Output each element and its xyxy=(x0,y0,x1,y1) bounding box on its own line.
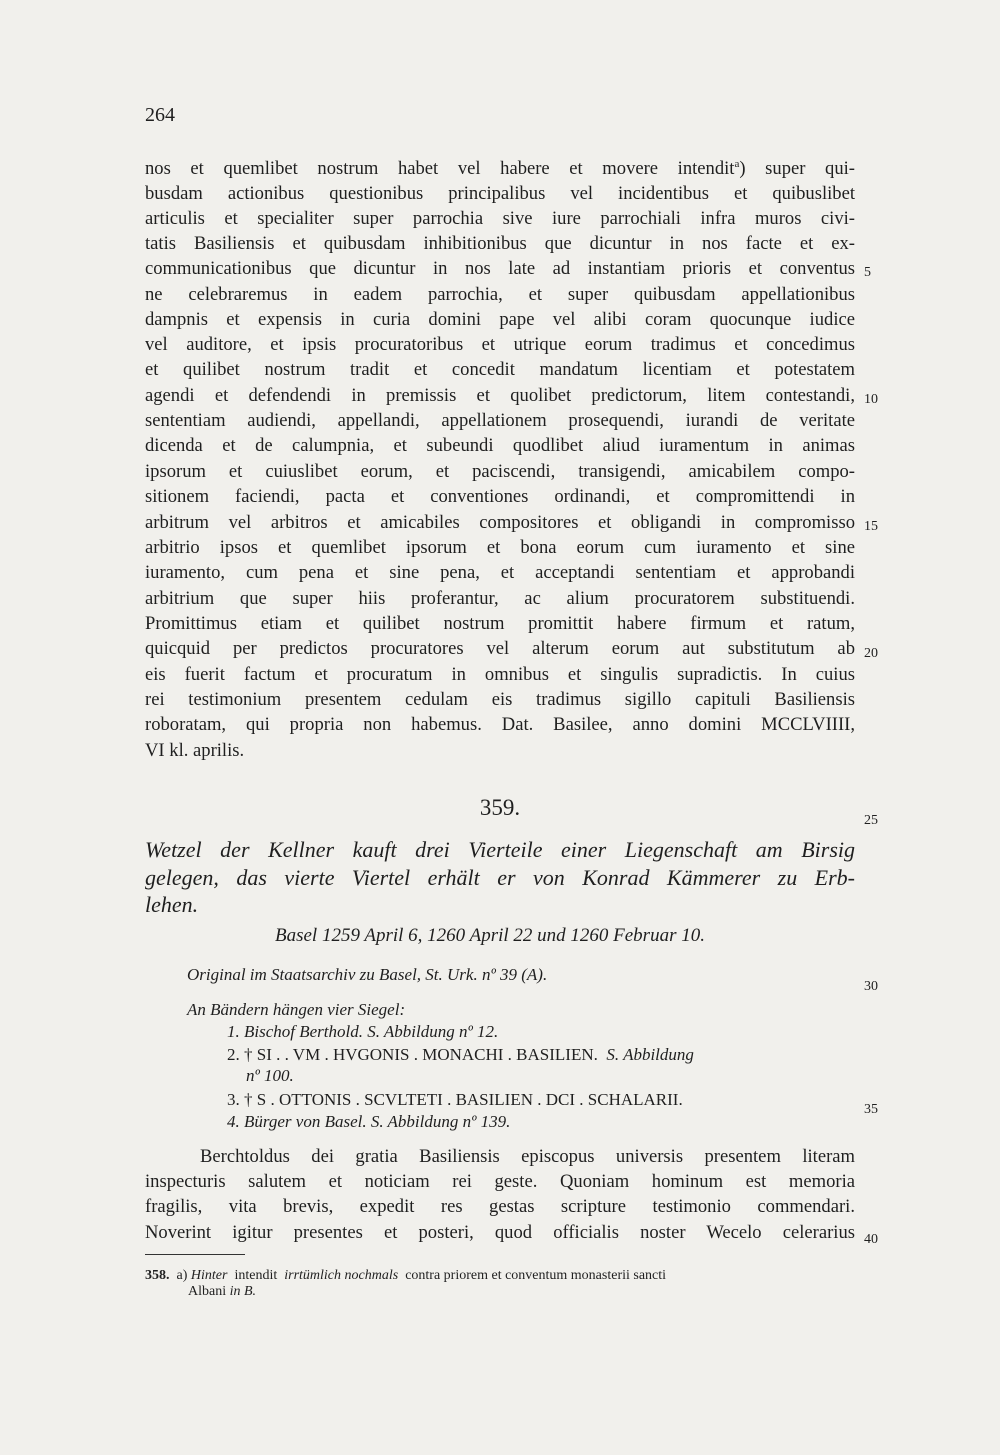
footnote-continued: Albani in B. xyxy=(188,1284,257,1299)
document-number: 359. xyxy=(479,795,521,820)
text-line: Berchtoldus dei gratia Basiliensis episcopus universis presentem literam xyxy=(200,1146,855,1167)
line-count-marker: 20 xyxy=(864,646,878,661)
seal-item-continued: nº 100. xyxy=(246,1066,294,1085)
regest-heading-line: gelegen, das vierte Viertel erhält er von Konrad Kämmerer zu Erb- xyxy=(145,865,855,890)
text-line: rei testimonium presentem cedulam eis tradimus sigillo capituli Basiliensis xyxy=(145,689,855,710)
text-line: et quilibet nostrum tradit et concedit mandatum licentiam et potestatem xyxy=(145,359,855,380)
line-count-marker: 5 xyxy=(864,265,871,280)
text-line: dampnis et expensis in curia domini pape vel alibi coram quocunque iudice xyxy=(145,309,855,330)
text-line: tatis Basiliensis et quibusdam inhibitionibus que dicuntur in nos facte et ex- xyxy=(145,233,855,254)
text-line: articulis et specialiter super parrochia sive iure parrochiali infra muros civi- xyxy=(145,208,855,229)
date-line: Basel 1259 April 6, 1260 April 22 und 1260 Februar 10. xyxy=(275,925,705,946)
text-line: VI kl. aprilis. xyxy=(145,740,245,761)
text-line: eis fuerit factum et procuratum in omnibus et singulis supradictis. In cuius xyxy=(145,664,855,685)
seal-item: 2. † SI . . VM . HVGONIS . MONACHI . BASILIEN. S. Abbildung xyxy=(227,1045,694,1064)
text-line: Noverint igitur presentes et posteri, quod officialis noster Wecelo celerarius xyxy=(145,1222,855,1243)
line-count-marker: 40 xyxy=(864,1232,878,1247)
text-line: communicationibus que dicuntur in nos late ad instantiam prioris et conventus xyxy=(145,258,855,279)
text-line: nos et quemlibet nostrum habet vel habere et movere intendit$^a$) super qui- xyxy=(145,157,855,179)
text-line: fragilis, vita brevis, expedit res gestas scripture testimonio commendari. xyxy=(145,1196,855,1217)
page-number: 264 xyxy=(145,104,175,126)
text-line: ne celebraremus in eadem parrochia, et super quibusdam appellationibus xyxy=(145,284,855,305)
line-count-marker: 25 xyxy=(864,813,878,828)
text-line: roboratam, qui propria non habemus. Dat. Basilee, anno domini MCCLVIIII, xyxy=(145,714,855,735)
original-note: Original im Staatsarchiv zu Basel, St. Urk. nº 39 (A). xyxy=(187,965,548,984)
footnote: 358. a) Hinter intendit irrtümlich nochmals contra priorem et conventum monasterii sancti xyxy=(145,1268,667,1283)
line-count-marker: 15 xyxy=(864,519,878,534)
seal-item: 4. Bürger von Basel. S. Abbildung nº 139. xyxy=(227,1112,511,1131)
text-line: Promittimus etiam et quilibet nostrum promittit habere firmum et ratum, xyxy=(145,613,855,634)
text-line: arbitrio ipsos et quemlibet ipsorum et bona eorum cum iuramento et sine xyxy=(145,537,855,558)
seal-item: 3. † S . OTTONIS . SCVLTETI . BASILIEN . DCI . SCHALARII. xyxy=(227,1090,683,1109)
text-line: quicquid per predictos procuratores vel alterum eorum aut substitutum ab xyxy=(145,638,855,659)
text-line: sitionem faciendi, pacta et conventiones ordinandi, et compromittendi in xyxy=(145,486,855,507)
line-count-marker: 35 xyxy=(864,1102,878,1117)
text-line: arbitrium que super hiis proferantur, ac alium procuratorem substituendi. xyxy=(145,588,855,609)
line-count-marker: 10 xyxy=(864,392,878,407)
regest-heading-line: lehen. xyxy=(145,892,199,917)
text-line: sententiam audiendi, appellandi, appellationem prosequendi, iurandi de veritate xyxy=(145,410,855,431)
footnote-rule xyxy=(145,1254,245,1255)
seals-intro: An Bändern hängen vier Siegel: xyxy=(187,1000,406,1019)
seal-item: 1. Bischof Berthold. S. Abbildung nº 12. xyxy=(227,1022,499,1041)
text-line: agendi et defendendi in premissis et quolibet predictorum, litem contestandi, xyxy=(145,385,855,406)
regest-heading-line: Wetzel der Kellner kauft drei Vierteile einer Liegenschaft am Birsig xyxy=(145,837,855,862)
text-line: vel auditore, et ipsis procuratoribus et utrique eorum tradimus et concedimus xyxy=(145,334,855,355)
text-line: arbitrum vel arbitros et amicabiles compositores et obligandi in compromisso xyxy=(145,512,855,533)
line-count-marker: 30 xyxy=(864,979,878,994)
text-line: iuramento, cum pena et sine pena, et acceptandi sententiam et approbandi xyxy=(145,562,855,583)
text-line: busdam actionibus questionibus principalibus vel incidentibus et quibuslibet xyxy=(145,183,855,204)
text-line: inspecturis salutem et noticiam rei geste. Quoniam hominum est memoria xyxy=(145,1171,855,1192)
text-line: dicenda et de calumpnia, et subeundi quodlibet aliud iuramentum in animas xyxy=(145,435,855,456)
text-line: ipsorum et cuiuslibet eorum, et paciscendi, transigendi, amicabilem compo- xyxy=(145,461,855,482)
footnote-mark: a xyxy=(734,157,740,170)
